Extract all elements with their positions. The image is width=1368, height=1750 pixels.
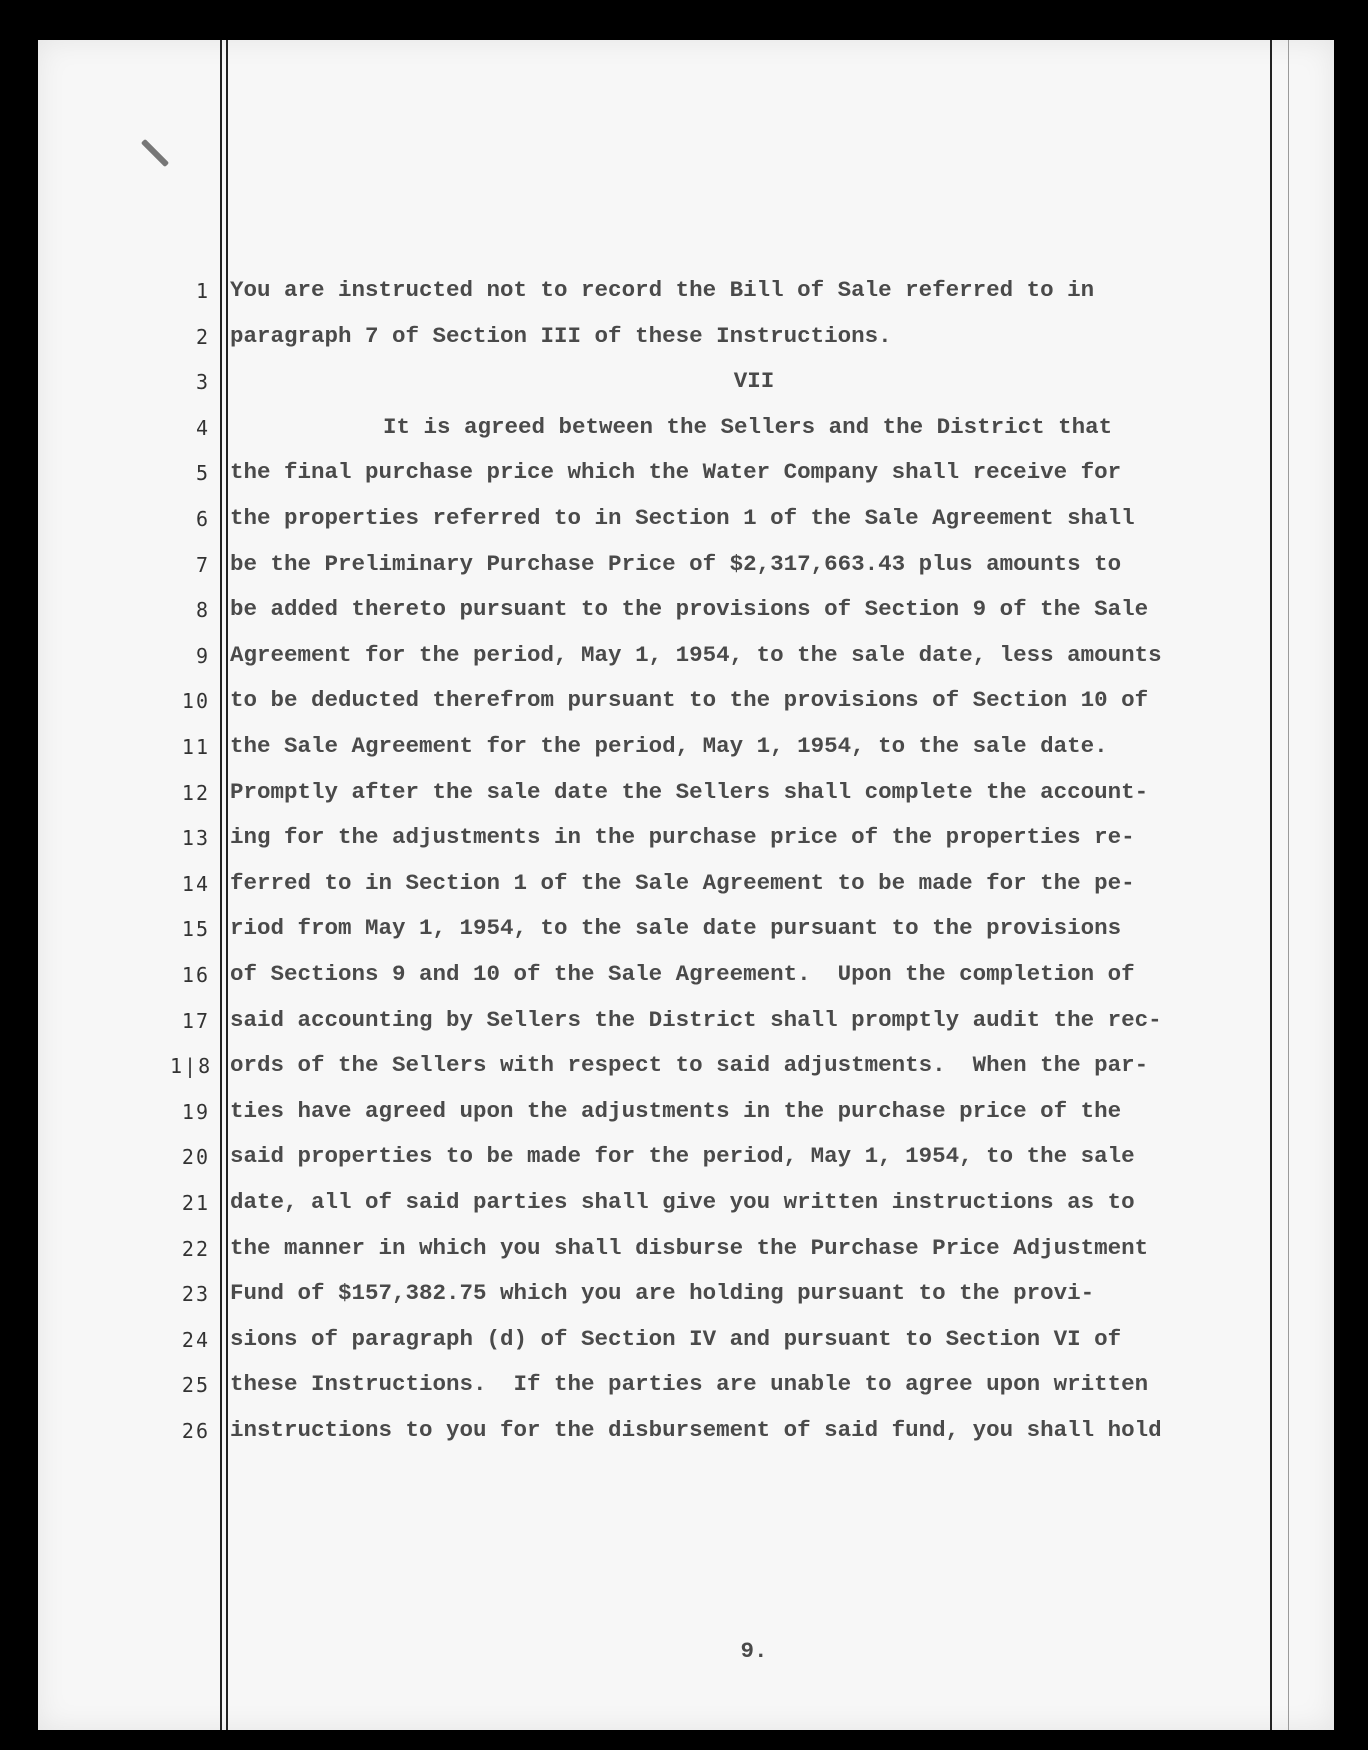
text-line: to be deducted therefrom pursuant to the provisions of Section 10 of	[230, 687, 1149, 714]
text-line: be added thereto pursuant to the provisions of Section 9 of the Sale	[230, 596, 1149, 623]
text-line: be the Preliminary Purchase Price of $2,317,663.43 plus amounts to	[230, 550, 1122, 577]
text-line: ords of the Sellers with respect to said adjustments. When the par-	[230, 1052, 1149, 1079]
text-line: these Instructions. If the parties are unable to agree upon written	[230, 1371, 1149, 1398]
line-number: 20	[181, 1145, 210, 1170]
text-line: You are instructed not to record the Bill of Sale referred to in	[230, 277, 1095, 303]
text-line: date, all of said parties shall give you written instructions as to	[230, 1189, 1135, 1215]
line-number: 6	[195, 507, 210, 531]
text-line: the manner in which you shall disburse the Purchase Price Adjustment	[230, 1234, 1149, 1261]
line-number: 7	[195, 552, 210, 577]
text-line: Promptly after the sale date the Sellers shall complete the account-	[230, 778, 1149, 805]
page-number: 9.	[740, 1638, 768, 1664]
text-line: the final purchase price which the Water Company shall receive for	[230, 459, 1122, 486]
line-number: 17	[181, 1008, 210, 1033]
line-number: 3	[195, 370, 210, 395]
line-number: 8	[195, 598, 210, 623]
text-line: ing for the adjustments in the purchase price of the properties re-	[230, 824, 1135, 851]
line-number: 2	[195, 324, 210, 349]
text-line: paragraph 7 of Section III of these Instructions.	[230, 322, 892, 349]
section-heading: VII	[733, 368, 775, 395]
margin-rule-right-faint	[1288, 40, 1289, 1730]
line-number: 1|8	[170, 1054, 213, 1079]
line-number: 5	[195, 461, 210, 486]
line-number: 12	[181, 780, 210, 805]
line-number: 26	[181, 1419, 210, 1443]
line-number: 22	[181, 1236, 210, 1261]
text-line: said accounting by Sellers the District shall promptly audit the rec-	[230, 1006, 1162, 1033]
line-number: 14	[181, 871, 210, 896]
text-line: ferred to in Section 1 of the Sale Agreement to be made for the pe-	[230, 869, 1135, 896]
text-line: said properties to be made for the period, May 1, 1954, to the sale	[230, 1143, 1135, 1170]
text-line: the properties referred to in Section 1 of the Sale Agreement shall	[230, 505, 1135, 531]
line-number: 1	[195, 279, 210, 303]
line-number: 24	[181, 1327, 210, 1352]
line-number: 25	[181, 1373, 210, 1398]
line-number: 9	[195, 643, 210, 668]
text-line: the Sale Agreement for the period, May 1, 1954, to the sale date.	[230, 733, 1108, 759]
text-line: instructions to you for the disbursement of said fund, you shall hold	[230, 1417, 1162, 1443]
text-line: of Sections 9 and 10 of the Sale Agreement. Upon the completion of	[230, 961, 1135, 987]
line-number: 15	[181, 917, 210, 942]
line-number: 21	[181, 1191, 210, 1215]
line-number: 19	[181, 1099, 210, 1124]
text-line: It is agreed between the Sellers and the District that	[383, 413, 1113, 440]
line-number: 13	[181, 826, 210, 851]
line-number: 4	[195, 415, 210, 440]
text-line: Agreement for the period, May 1, 1954, to the sale date, less amounts	[230, 641, 1162, 668]
text-line: sions of paragraph (d) of Section IV and pursuant to Section VI of	[230, 1325, 1122, 1352]
line-number: 11	[181, 735, 210, 759]
margin-rule-left-outer	[220, 40, 222, 1730]
text-line: riod from May 1, 1954, to the sale date pursuant to the provisions	[230, 915, 1122, 942]
text-line: ties have agreed upon the adjustments in the purchase price of the	[230, 1097, 1122, 1124]
document-page	[38, 40, 1334, 1730]
margin-rule-left-inner	[226, 40, 228, 1730]
text-line: Fund of $157,382.75 which you are holding pursuant to the provi-	[230, 1280, 1095, 1307]
line-number: 16	[181, 963, 210, 987]
line-number: 10	[181, 689, 210, 714]
line-number: 23	[181, 1282, 210, 1307]
pencil-mark	[141, 139, 169, 167]
